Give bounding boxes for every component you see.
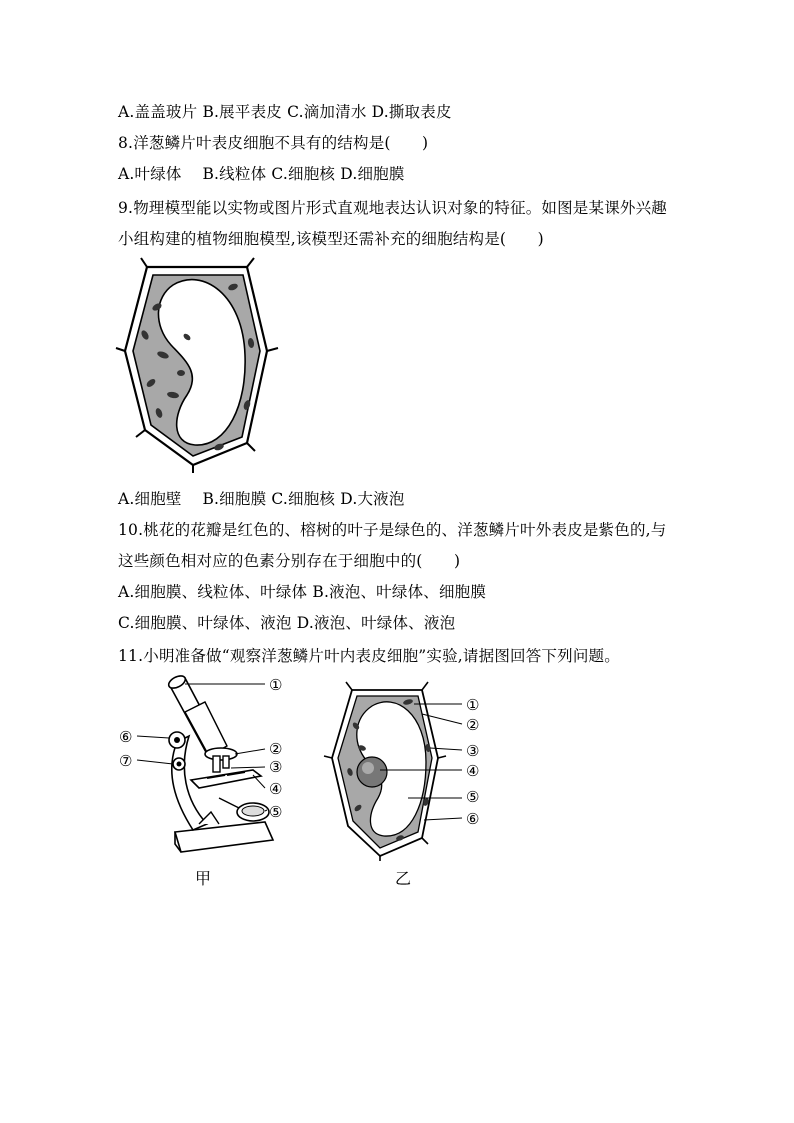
q8-stem: 8.洋葱鳞片叶表皮细胞不具有的结构是( ) [118,134,429,152]
q10-options-ab: A.细胞膜、线粒体、叶绿体 B.液泡、叶绿体、细胞膜 [118,583,487,601]
plant-cell-model-figure [115,255,285,475]
q8-options: A.叶绿体 B.线粒体 C.细胞核 D.细胞膜 [118,165,405,183]
microscope-label-3: ③ [269,758,283,776]
microscope-label-4: ④ [269,780,283,798]
microscope-label-7: ⑦ [119,752,133,770]
q9-stem-line1: 9.物理模型能以实物或图片形式直观地表达认识对象的特征。如图是某课外兴趣 [118,199,667,217]
cell-label-2: ② [466,716,480,734]
labeled-plant-cell-figure [322,680,492,862]
cell-label-3: ③ [466,742,480,760]
q10-stem-line2: 这些颜色相对应的色素分别存在于细胞中的( ) [118,552,461,570]
q9-stem-line2: 小组构建的植物细胞模型,该模型还需补充的细胞结构是( ) [118,230,544,248]
q7-options: A.盖盖玻片 B.展平表皮 C.滴加清水 D.撕取表皮 [118,103,452,121]
q10-options-cd: C.细胞膜、叶绿体、液泡 D.液泡、叶绿体、液泡 [118,614,456,632]
q11-stem: 11.小明准备做“观察洋葱鳞片叶内表皮细胞”实验,请据图回答下列问题。 [118,647,620,665]
microscope-label-5: ⑤ [269,803,283,821]
cell-label-5: ⑤ [466,788,480,806]
microscope-figure [115,672,305,862]
q10-stem-line1: 10.桃花的花瓣是红色的、榕树的叶子是绿色的、洋葱鳞片叶外表皮是紫色的,与 [118,521,667,539]
figure-jia-caption: 甲 [195,869,212,888]
microscope-label-2: ② [269,740,283,758]
figure-yi-caption: 乙 [395,869,412,888]
cell-label-6: ⑥ [466,810,480,828]
q9-options: A.细胞壁 B.细胞膜 C.细胞核 D.大液泡 [118,490,405,508]
microscope-label-1: ① [269,676,283,694]
cell-label-4: ④ [466,762,480,780]
microscope-label-6: ⑥ [119,728,133,746]
cell-label-1: ① [466,696,480,714]
